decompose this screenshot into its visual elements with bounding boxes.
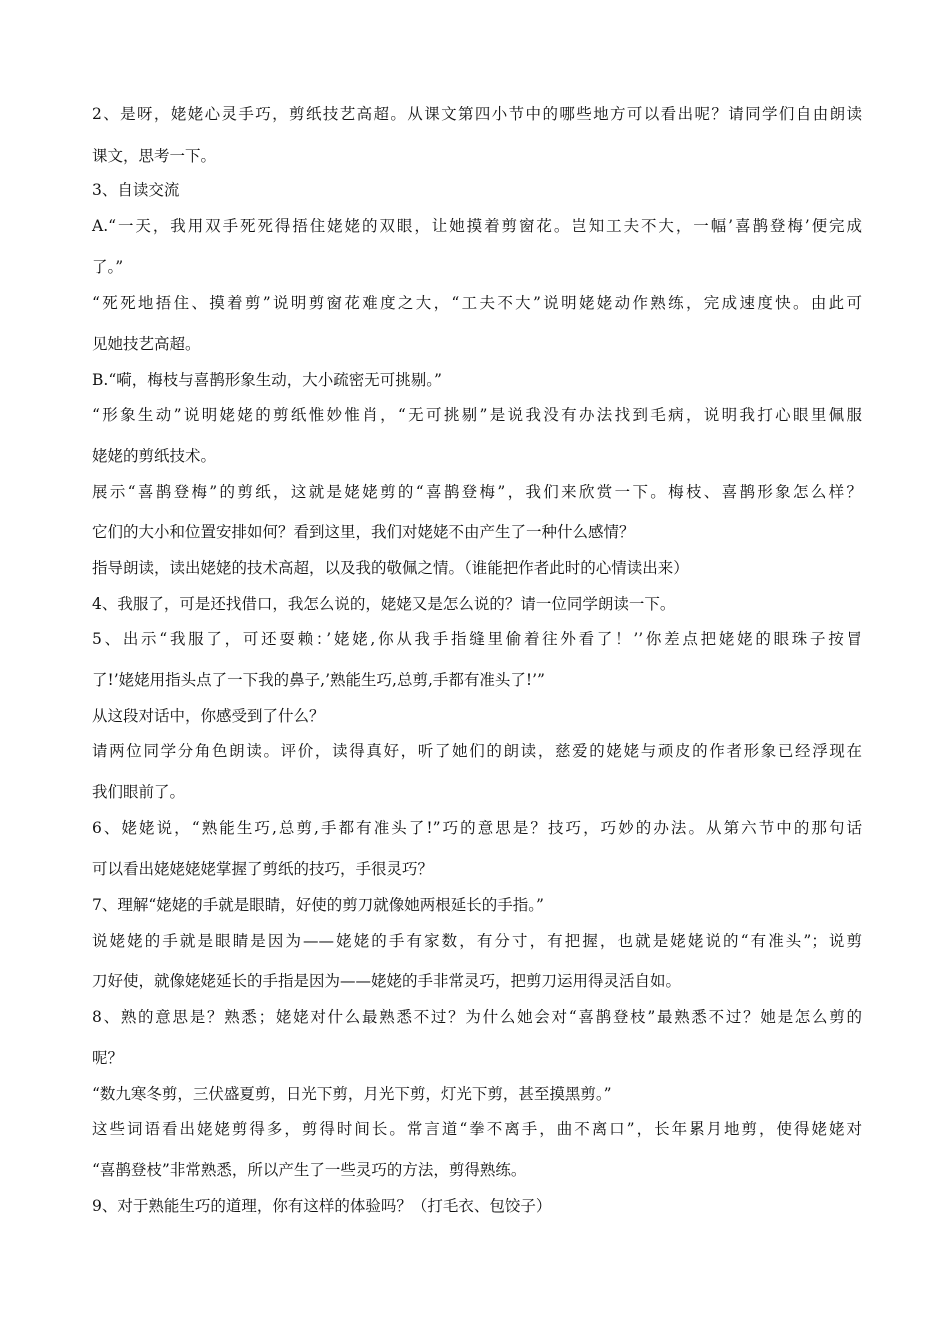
- text-line: 我们眼前了。: [92, 783, 186, 801]
- text-line: 展示“喜鹊登梅”的剪纸，这就是姥姥剪的“喜鹊登梅”，我们来欣赏一下。梅枝、喜鹊形象怎么样？: [92, 483, 862, 501]
- text-line: 6、姥姥说，“熟能生巧,总剪,手都有准头了!”巧的意思是？技巧，巧妙的办法。从第六节中的那句话: [92, 819, 862, 837]
- text-line: 4、我服了，可是还找借口，我怎么说的，姥姥又是怎么说的？请一位同学朗读一下。: [92, 595, 676, 613]
- text-line: “数九寒冬剪，三伏盛夏剪，日光下剪，月光下剪，灯光下剪，甚至摸黑剪。”: [92, 1085, 612, 1103]
- text-line: 说姥姥的手就是眼睛是因为——姥姥的手有家数，有分寸，有把握，也就是姥姥说的“有准头”；说剪: [92, 932, 862, 950]
- text-line: 刀好使，就像姥姥延长的手指是因为——姥姥的手非常灵巧，把剪刀运用得灵活自如。: [92, 972, 682, 990]
- text-line: “形象生动”说明姥姥的剪纸惟妙惟肖，“无可挑剔”是说我没有办法找到毛病，说明我打心眼里佩服: [92, 406, 862, 424]
- text-line: 指导朗读，读出姥姥的技术高超，以及我的敬佩之情。（谁能把作者此时的心情读出来）: [92, 559, 689, 577]
- text-line: 可以看出姥姥姥姥掌握了剪纸的技巧，手很灵巧？: [92, 860, 434, 878]
- text-line: 了!’姥姥用指头点了一下我的鼻子,’熟能生巧,总剪,手都有准头了!’”: [92, 671, 545, 689]
- text-line: A.“一天，我用双手死死得捂住姥姥的双眼，让她摸着剪窗花。岂知工夫不大，一幅’喜鹊登梅’便完成: [92, 217, 862, 235]
- text-line: 3、自读交流: [92, 181, 180, 199]
- text-line: 见她技艺高超。: [92, 335, 201, 353]
- text-line: 5、出示“我服了，可还耍赖：’姥姥,你从我手指缝里偷着往外看了！’’你差点把姥姥的眼珠子按冒: [92, 630, 862, 648]
- text-line: 这些词语看出姥姥剪得多，剪得时间长。常言道“拳不离手，曲不离口”，长年累月地剪，使得姥姥对: [92, 1120, 862, 1138]
- text-line: 呢？: [92, 1049, 124, 1067]
- text-line: 了。”: [92, 258, 124, 276]
- text-line: “死死地捂住、摸着剪”说明剪窗花难度之大，“工夫不大”说明姥姥动作熟练，完成速度快。由此可: [92, 294, 862, 312]
- text-line: 2、是呀，姥姥心灵手巧，剪纸技艺高超。从课文第四小节中的哪些地方可以看出呢？请同学们自由朗读: [92, 105, 862, 123]
- text-line: B.“嗬，梅枝与喜鹊形象生动，大小疏密无可挑剔。”: [92, 371, 442, 389]
- text-line: 姥姥的剪纸技术。: [92, 447, 217, 465]
- text-line: 它们的大小和位置安排如何？看到这里，我们对姥姥不由产生了一种什么感情？: [92, 523, 635, 541]
- text-line: 9、对于熟能生巧的道理，你有这样的体验吗？（打毛衣、包饺子）: [92, 1197, 552, 1215]
- text-line: 8、熟的意思是？熟悉；姥姥对什么最熟悉不过？为什么她会对“喜鹊登枝”最熟悉不过？她是怎么剪的: [92, 1008, 862, 1026]
- text-line: 7、理解“姥姥的手就是眼睛，好使的剪刀就像她两根延长的手指。”: [92, 896, 544, 914]
- text-line: 课文，思考一下。: [92, 147, 217, 165]
- text-line: 请两位同学分角色朗读。评价，读得真好，听了她们的朗读，慈爱的姥姥与顽皮的作者形象已经浮现在: [92, 742, 862, 760]
- text-line: 从这段对话中，你感受到了什么？: [92, 707, 325, 725]
- text-line: “喜鹊登枝”非常熟悉，所以产生了一些灵巧的方法，剪得熟练。: [92, 1161, 527, 1179]
